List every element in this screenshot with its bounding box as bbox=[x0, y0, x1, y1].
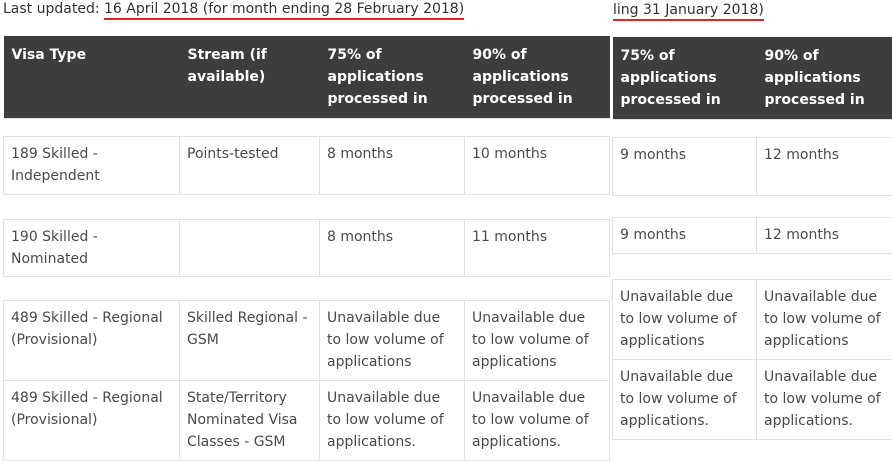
last-updated-label: Last updated: bbox=[3, 1, 104, 17]
table-header-row bbox=[613, 37, 892, 120]
header-75-percent: 75% of applications processed in bbox=[613, 37, 757, 120]
cell-stream: Points-tested bbox=[180, 137, 320, 195]
table-row bbox=[4, 381, 610, 461]
last-updated-line bbox=[3, 1, 464, 17]
cell-stream: Skilled Regional - GSM bbox=[180, 301, 320, 381]
table-row bbox=[613, 280, 892, 360]
cell-75: Unavailable due to low volume of applications. bbox=[320, 381, 465, 461]
cell-75: 8 months bbox=[320, 137, 465, 195]
cell-90: 11 months bbox=[465, 220, 610, 277]
cell-90: Unavailable due to low volume of applications bbox=[465, 301, 610, 381]
cell-90: 10 months bbox=[465, 137, 610, 195]
cell-stream bbox=[180, 220, 320, 277]
cell-90: Unavailable due to low volume of applications bbox=[757, 280, 892, 360]
cell-90: Unavailable due to low volume of applications. bbox=[465, 381, 610, 461]
header-90-percent: 90% of applications processed in bbox=[757, 37, 892, 120]
cell-90: Unavailable due to low volume of applications. bbox=[757, 360, 892, 440]
cell-75: 9 months bbox=[613, 138, 757, 196]
previous-update-date: ling 31 January 2018) bbox=[613, 2, 764, 21]
cell-90: 12 months bbox=[757, 218, 892, 254]
header-visa-type: Visa Type bbox=[4, 36, 180, 119]
previous-update-line bbox=[613, 2, 764, 18]
processing-times-table-previous bbox=[612, 37, 892, 440]
header-75-percent: 75% of applications processed in bbox=[320, 36, 465, 119]
last-updated-date: 16 April 2018 (for month ending 28 February 2018) bbox=[104, 1, 464, 20]
table-row bbox=[613, 138, 892, 196]
table-header-row bbox=[4, 36, 610, 119]
cell-75: 8 months bbox=[320, 220, 465, 277]
cell-90: 12 months bbox=[757, 138, 892, 196]
cell-visa-type: 489 Skilled - Regional (Provisional) bbox=[4, 301, 180, 381]
cell-visa-type: 189 Skilled - Independent bbox=[4, 137, 180, 195]
table-row bbox=[613, 218, 892, 254]
table-row bbox=[4, 137, 610, 195]
table-row bbox=[4, 220, 610, 277]
header-stream: Stream (if available) bbox=[180, 36, 320, 119]
cell-visa-type: 489 Skilled - Regional (Provisional) bbox=[4, 381, 180, 461]
table-row bbox=[4, 301, 610, 381]
processing-times-table-current bbox=[3, 36, 610, 461]
table-row bbox=[613, 360, 892, 440]
cell-stream: State/Territory Nominated Visa Classes - GSM bbox=[180, 381, 320, 461]
header-90-percent: 90% of applications processed in bbox=[465, 36, 610, 119]
cell-75: Unavailable due to low volume of applications bbox=[613, 280, 757, 360]
cell-75: Unavailable due to low volume of applications. bbox=[613, 360, 757, 440]
cell-75: 9 months bbox=[613, 218, 757, 254]
cell-visa-type: 190 Skilled - Nominated bbox=[4, 220, 180, 277]
cell-75: Unavailable due to low volume of applications bbox=[320, 301, 465, 381]
